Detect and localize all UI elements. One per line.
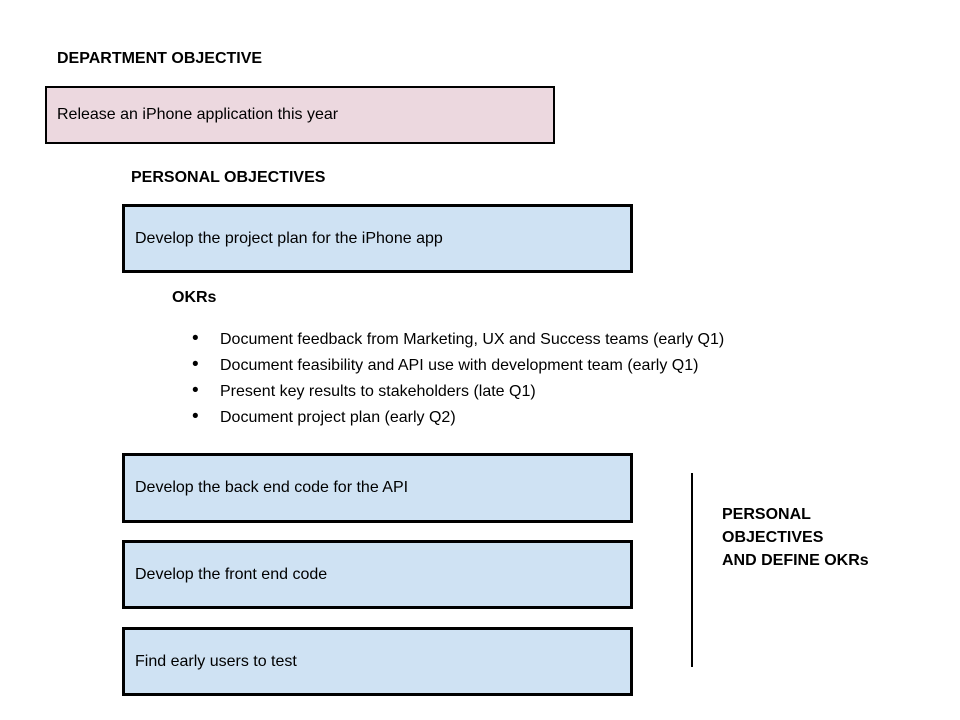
personal-objective-box-early-users <box>122 627 633 696</box>
personal-objective-text: Find early users to test <box>135 652 297 670</box>
okr-list-item: • Document feasibility and API use with development team (early Q1) <box>220 353 724 379</box>
okr-list <box>220 327 724 431</box>
annotation-label-line: PERSONAL <box>722 506 811 523</box>
personal-objective-box-front-end <box>122 540 633 609</box>
okr-list-item: • Document project plan (early Q2) <box>220 405 724 431</box>
personal-objectives-heading: PERSONAL OBJECTIVES <box>131 169 326 186</box>
personal-objective-box-back-end <box>122 453 633 523</box>
annotation-label <box>722 503 922 572</box>
okr-list-item: • Document feedback from Marketing, UX and Success teams (early Q1) <box>220 327 724 353</box>
okrs-heading: OKRs <box>172 289 217 306</box>
department-objective-box <box>45 86 555 144</box>
personal-objective-text: Develop the back end code for the API <box>135 479 409 496</box>
personal-objective-text: Develop the front end code <box>135 565 328 583</box>
annotation-bracket-line <box>691 473 693 667</box>
department-objective-heading: DEPARTMENT OBJECTIVE <box>57 50 263 67</box>
department-objective-text: Release an iPhone application this year <box>57 106 339 123</box>
annotation-label-line: OBJECTIVES <box>722 529 824 546</box>
annotation-label-line: AND DEFINE OKRs <box>722 552 869 569</box>
personal-objective-text: Develop the project plan for the iPhone app <box>135 229 443 247</box>
okr-list-item: • Present key results to stakeholders (late Q1) <box>220 379 724 405</box>
personal-objective-box-project-plan <box>122 204 633 273</box>
